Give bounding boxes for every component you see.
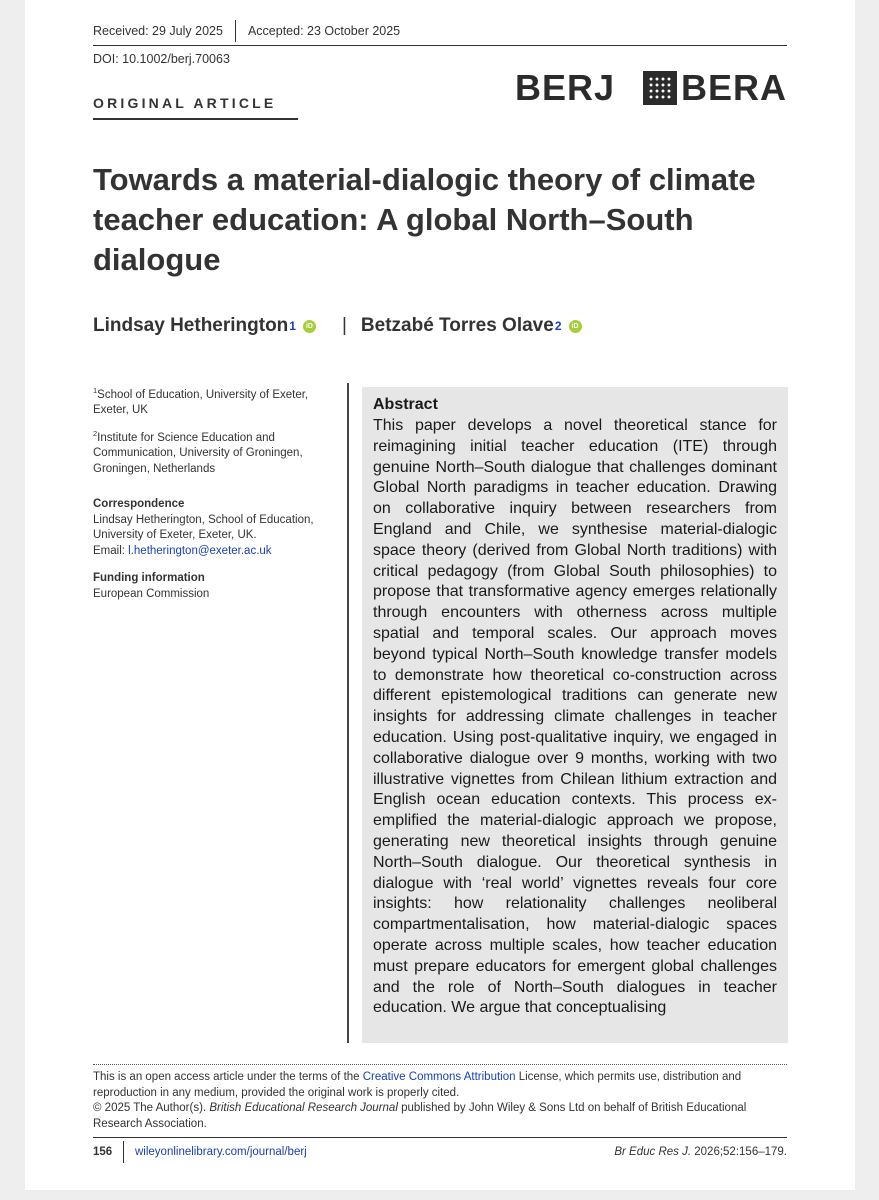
- license-text: This is an open access article under the terms of the: [93, 1071, 363, 1083]
- author-affiliation-ref[interactable]: 1: [289, 319, 296, 333]
- affiliation: [93, 383, 343, 419]
- affiliation: [93, 426, 343, 477]
- email-label: Email:: [93, 544, 129, 557]
- citation: [565, 1146, 787, 1158]
- orcid-icon[interactable]: iD: [569, 320, 582, 333]
- license-notice: [93, 1070, 787, 1132]
- author-affiliation-ref[interactable]: 2: [554, 319, 562, 333]
- author-name[interactable]: Lindsay Hetherington: [93, 315, 289, 336]
- author-list: [93, 315, 582, 337]
- author-name[interactable]: Betzabé Torres Olave: [360, 315, 554, 336]
- article-dates: [93, 24, 400, 42]
- journal-name: British Educational Research Journal: [209, 1102, 398, 1114]
- affiliation-number: 1: [93, 386, 98, 395]
- email-link[interactable]: l.hetherington@exeter.ac.uk: [128, 544, 272, 557]
- header-rule: [93, 45, 787, 46]
- correspondence-heading: Correspondence: [93, 498, 185, 511]
- berj-logo: BERJ: [515, 67, 616, 108]
- license-divider: [93, 1064, 787, 1065]
- bera-logo-text: BERA: [681, 67, 788, 108]
- article-page: [25, 0, 855, 1190]
- bera-grid-icon: [643, 71, 677, 105]
- funding-heading: Funding information: [93, 572, 205, 585]
- funding-text: European Commission: [93, 587, 210, 600]
- article-type-underline: [93, 118, 298, 120]
- affiliation-text: Institute for Science Education and Communication, University of Groningen, Groningen, Netherlands: [93, 431, 303, 475]
- article-title: Towards a material-dialogic theory of climate teacher education: A global North–South dialogue: [93, 162, 756, 277]
- doi[interactable]: DOI: 10.1002/berj.70063: [93, 52, 230, 66]
- affiliation-text: School of Education, University of Exeter, Exeter, UK: [93, 388, 309, 417]
- bera-logo: [643, 67, 788, 108]
- citation-journal: Br Educ Res J.: [614, 1146, 692, 1158]
- received-date: Received: 29 July 2025: [93, 24, 223, 38]
- correspondence-email-line: [93, 544, 343, 560]
- article-type: ORIGINAL ARTICLE: [93, 95, 277, 111]
- copyright-text: published by John Wiley & Sons Ltd on behalf of British Educational Research Association.: [93, 1102, 747, 1130]
- article-metadata: [93, 383, 343, 602]
- abstract-text: This paper develops a novel theoretical stance for reimagining initial teacher education (ITE) through genuine North–South dialogue that challenges dominant Global North paradigms in teacher education. Drawing on collaborative inquiry between researchers from England and Chile, we synthesise material-dialogic space theory (derived from Global North traditions) with critical pedagogy (from Global South philosophies) to propose that transformative agency emerges relationally through encounters with otherness across multiple spatial and temporal scales. Our approach moves beyond typical North–South knowledge transfer models to demonstrate how theoretical co-construction across different epistemological traditions can generate new insights for addressing climate challenges in teacher education. Using post-qualitative inquiry, we engaged in collaborative dialogue over 9 months, working with two illustrative vignettes from Chilean lithium extraction and English ocean education contexts. This process exemplified the material-dialogic approach we propose, generating new theoretical insights through genuine North–South dialogue. Our theoretical synthesis in dialogue with ‘real world’ vignettes reveals four core insights: how relationality challenges neoliberal compartmentalisation, how material-dialogic spaces operate across multiple scales, how teacher education must prepare educators for emergent global challenges and the role of North–South dialogues in teacher education. We argue that conceptualising: [373, 417, 777, 1017]
- footer-separator: [123, 1141, 124, 1163]
- copyright-text: © 2025 The Author(s).: [93, 1102, 210, 1114]
- creative-commons-link[interactable]: Creative Commons Attribution: [362, 1071, 516, 1083]
- journal-url-link[interactable]: wileyonlinelibrary.com/journal/berj: [135, 1146, 307, 1158]
- citation-details: 2026;52:156–179.: [691, 1146, 787, 1158]
- page-number: 156: [93, 1146, 113, 1158]
- affiliation-number: 2: [93, 428, 98, 438]
- footer-rule: [93, 1137, 787, 1138]
- date-separator: [235, 20, 236, 42]
- accepted-date: Accepted: 23 October 2025: [247, 24, 401, 38]
- abstract-box: [362, 387, 788, 1043]
- license-text: License, which permits use, distribution and reproduction in any medium, provided the original work is properly cited.: [93, 1071, 742, 1099]
- author-separator: |: [341, 315, 347, 336]
- correspondence-text: Lindsay Hetherington, School of Education, University of Exeter, Exeter, UK.: [93, 513, 314, 542]
- orcid-icon[interactable]: iD: [303, 320, 316, 333]
- column-divider: [347, 383, 349, 1043]
- abstract-heading: Abstract: [373, 396, 438, 413]
